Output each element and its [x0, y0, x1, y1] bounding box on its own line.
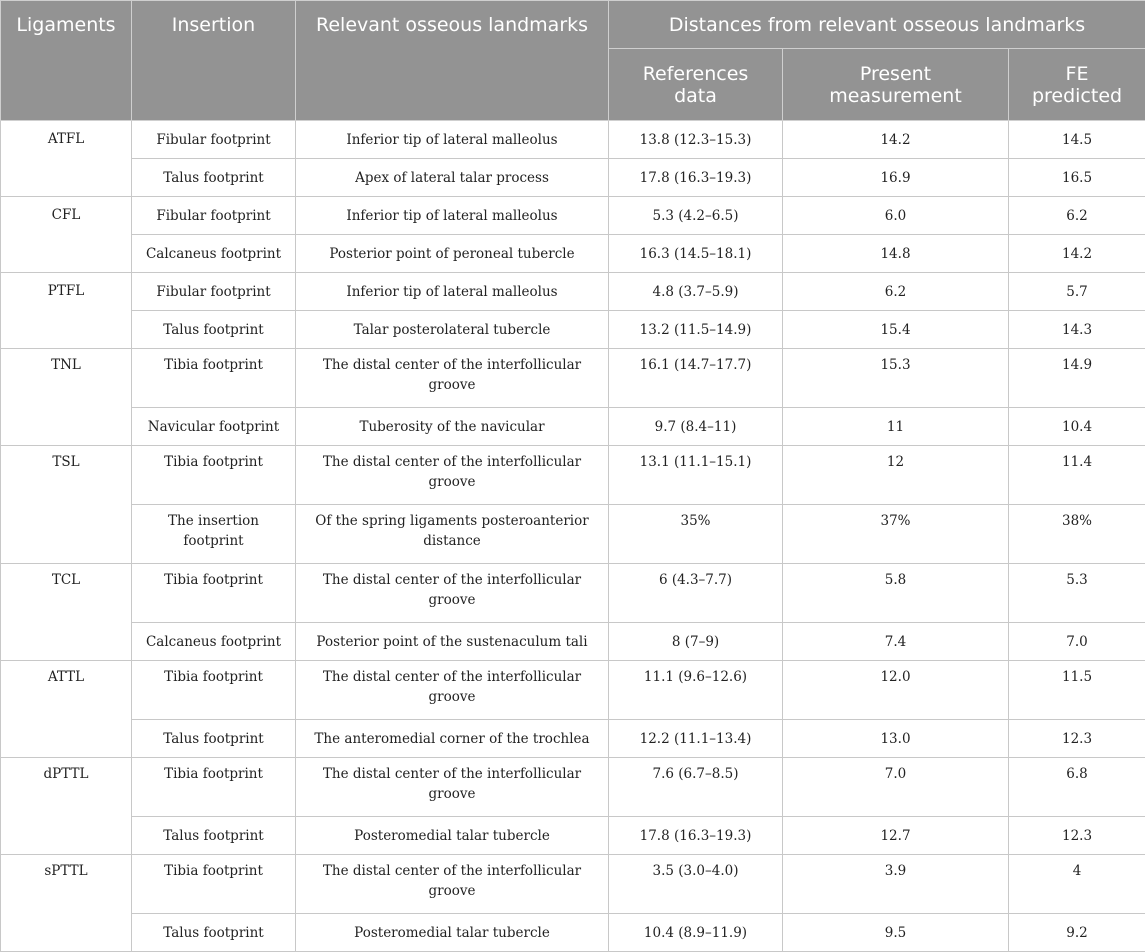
insertion-cell: The insertion footprint: [132, 505, 296, 564]
ligament-cell: PTFL: [1, 273, 132, 349]
present-cell: 6.0: [783, 197, 1009, 235]
table-row: [1, 720, 1145, 758]
ligament-cell: TNL: [1, 349, 132, 446]
insertion-cell: Talus footprint: [132, 914, 296, 952]
insertion-cell: Talus footprint: [132, 720, 296, 758]
fe-cell: 12.3: [1009, 720, 1145, 758]
table-row: [1, 564, 1145, 623]
table-row: [1, 349, 1145, 408]
fe-cell: 5.7: [1009, 273, 1145, 311]
fe-cell: 12.3: [1009, 817, 1145, 855]
reference-cell: 16.3 (14.5–18.1): [609, 235, 783, 273]
landmark-cell: Talar posterolateral tubercle: [296, 311, 609, 349]
fe-cell: 11.4: [1009, 446, 1145, 505]
present-cell: 14.2: [783, 121, 1009, 159]
present-cell: 9.5: [783, 914, 1009, 952]
fe-cell: 14.2: [1009, 235, 1145, 273]
table-row: [1, 446, 1145, 505]
table-header: [1, 1, 1145, 121]
insertion-cell: Tibia footprint: [132, 446, 296, 505]
table-row: [1, 914, 1145, 952]
table-row: [1, 817, 1145, 855]
reference-cell: 13.8 (12.3–15.3): [609, 121, 783, 159]
reference-cell: 4.8 (3.7–5.9): [609, 273, 783, 311]
header-landmarks: Relevant osseous landmarks: [296, 1, 609, 121]
reference-cell: 11.1 (9.6–12.6): [609, 661, 783, 720]
landmark-cell: Inferior tip of lateral malleolus: [296, 121, 609, 159]
fe-cell: 14.9: [1009, 349, 1145, 408]
landmark-cell: The distal center of the interfollicular groove: [296, 446, 609, 505]
fe-cell: 38%: [1009, 505, 1145, 564]
insertion-cell: Tibia footprint: [132, 564, 296, 623]
header-fe: [1009, 49, 1145, 121]
reference-cell: 8 (7–9): [609, 623, 783, 661]
header-references-label: References data: [641, 63, 751, 107]
landmark-cell: The anteromedial corner of the trochlea: [296, 720, 609, 758]
table-row: [1, 408, 1145, 446]
reference-cell: 7.6 (6.7–8.5): [609, 758, 783, 817]
landmark-cell: Posteromedial talar tubercle: [296, 914, 609, 952]
reference-cell: 13.1 (11.1–15.1): [609, 446, 783, 505]
present-cell: 16.9: [783, 159, 1009, 197]
reference-cell: 16.1 (14.7–17.7): [609, 349, 783, 408]
present-cell: 12: [783, 446, 1009, 505]
insertion-cell: Tibia footprint: [132, 758, 296, 817]
ligament-cell: TSL: [1, 446, 132, 564]
reference-cell: 3.5 (3.0–4.0): [609, 855, 783, 914]
present-cell: 15.4: [783, 311, 1009, 349]
header-fe-label: FE predicted: [1027, 63, 1127, 107]
fe-cell: 10.4: [1009, 408, 1145, 446]
table-row: [1, 661, 1145, 720]
reference-cell: 17.8 (16.3–19.3): [609, 159, 783, 197]
insertion-cell: Calcaneus footprint: [132, 623, 296, 661]
landmark-cell: Inferior tip of lateral malleolus: [296, 273, 609, 311]
fe-cell: 7.0: [1009, 623, 1145, 661]
landmark-cell: Posterior point of the sustenaculum tali: [296, 623, 609, 661]
present-cell: 15.3: [783, 349, 1009, 408]
fe-cell: 6.2: [1009, 197, 1145, 235]
fe-cell: 16.5: [1009, 159, 1145, 197]
ligament-cell: dPTTL: [1, 758, 132, 855]
table-row: [1, 855, 1145, 914]
landmark-cell: The distal center of the interfollicular groove: [296, 349, 609, 408]
insertion-cell: Talus footprint: [132, 159, 296, 197]
reference-cell: 10.4 (8.9–11.9): [609, 914, 783, 952]
table-body: [1, 121, 1145, 952]
present-cell: 6.2: [783, 273, 1009, 311]
header-insertion: Insertion: [132, 1, 296, 121]
header-present: [783, 49, 1009, 121]
reference-cell: 6 (4.3–7.7): [609, 564, 783, 623]
insertion-cell: Calcaneus footprint: [132, 235, 296, 273]
ligament-cell: CFL: [1, 197, 132, 273]
present-cell: 3.9: [783, 855, 1009, 914]
landmark-cell: The distal center of the interfollicular groove: [296, 661, 609, 720]
landmark-cell: Posteromedial talar tubercle: [296, 817, 609, 855]
header-distances: Distances from relevant osseous landmarks: [609, 1, 1145, 49]
landmark-cell: The distal center of the interfollicular groove: [296, 564, 609, 623]
fe-cell: 14.3: [1009, 311, 1145, 349]
table-row: [1, 623, 1145, 661]
reference-cell: 35%: [609, 505, 783, 564]
reference-cell: 17.8 (16.3–19.3): [609, 817, 783, 855]
table-row: [1, 311, 1145, 349]
landmark-cell: Tuberosity of the navicular: [296, 408, 609, 446]
reference-cell: 12.2 (11.1–13.4): [609, 720, 783, 758]
present-cell: 14.8: [783, 235, 1009, 273]
landmark-cell: The distal center of the interfollicular groove: [296, 758, 609, 817]
insertion-cell: Fibular footprint: [132, 121, 296, 159]
present-cell: 11: [783, 408, 1009, 446]
reference-cell: 9.7 (8.4–11): [609, 408, 783, 446]
landmark-cell: Apex of lateral talar process: [296, 159, 609, 197]
insertion-cell: Tibia footprint: [132, 661, 296, 720]
insertion-cell: Fibular footprint: [132, 197, 296, 235]
present-cell: 37%: [783, 505, 1009, 564]
ligament-cell: ATTL: [1, 661, 132, 758]
table-row: [1, 273, 1145, 311]
landmark-cell: The distal center of the interfollicular groove: [296, 855, 609, 914]
present-cell: 12.7: [783, 817, 1009, 855]
landmark-cell: Inferior tip of lateral malleolus: [296, 197, 609, 235]
reference-cell: 5.3 (4.2–6.5): [609, 197, 783, 235]
ligament-cell: TCL: [1, 564, 132, 661]
fe-cell: 4: [1009, 855, 1145, 914]
table-row: [1, 505, 1145, 564]
fe-cell: 9.2: [1009, 914, 1145, 952]
fe-cell: 11.5: [1009, 661, 1145, 720]
fe-cell: 5.3: [1009, 564, 1145, 623]
landmark-cell: Of the spring ligaments posteroanterior distance: [296, 505, 609, 564]
table-row: [1, 159, 1145, 197]
fe-cell: 6.8: [1009, 758, 1145, 817]
present-cell: 13.0: [783, 720, 1009, 758]
table-row: [1, 121, 1145, 159]
present-cell: 7.4: [783, 623, 1009, 661]
ligament-cell: ATFL: [1, 121, 132, 197]
reference-cell: 13.2 (11.5–14.9): [609, 311, 783, 349]
insertion-cell: Tibia footprint: [132, 349, 296, 408]
present-cell: 12.0: [783, 661, 1009, 720]
insertion-cell: Navicular footprint: [132, 408, 296, 446]
ligament-cell: sPTTL: [1, 855, 132, 952]
insertion-cell: Talus footprint: [132, 311, 296, 349]
table-row: [1, 758, 1145, 817]
landmark-cell: Posterior point of peroneal tubercle: [296, 235, 609, 273]
table-row: [1, 197, 1145, 235]
fe-cell: 14.5: [1009, 121, 1145, 159]
header-present-label: Present measurement: [826, 63, 966, 107]
present-cell: 5.8: [783, 564, 1009, 623]
insertion-cell: Tibia footprint: [132, 855, 296, 914]
present-cell: 7.0: [783, 758, 1009, 817]
table-row: [1, 235, 1145, 273]
insertion-cell: Fibular footprint: [132, 273, 296, 311]
header-references: [609, 49, 783, 121]
insertion-cell: Talus footprint: [132, 817, 296, 855]
header-ligaments: Ligaments: [1, 1, 132, 121]
